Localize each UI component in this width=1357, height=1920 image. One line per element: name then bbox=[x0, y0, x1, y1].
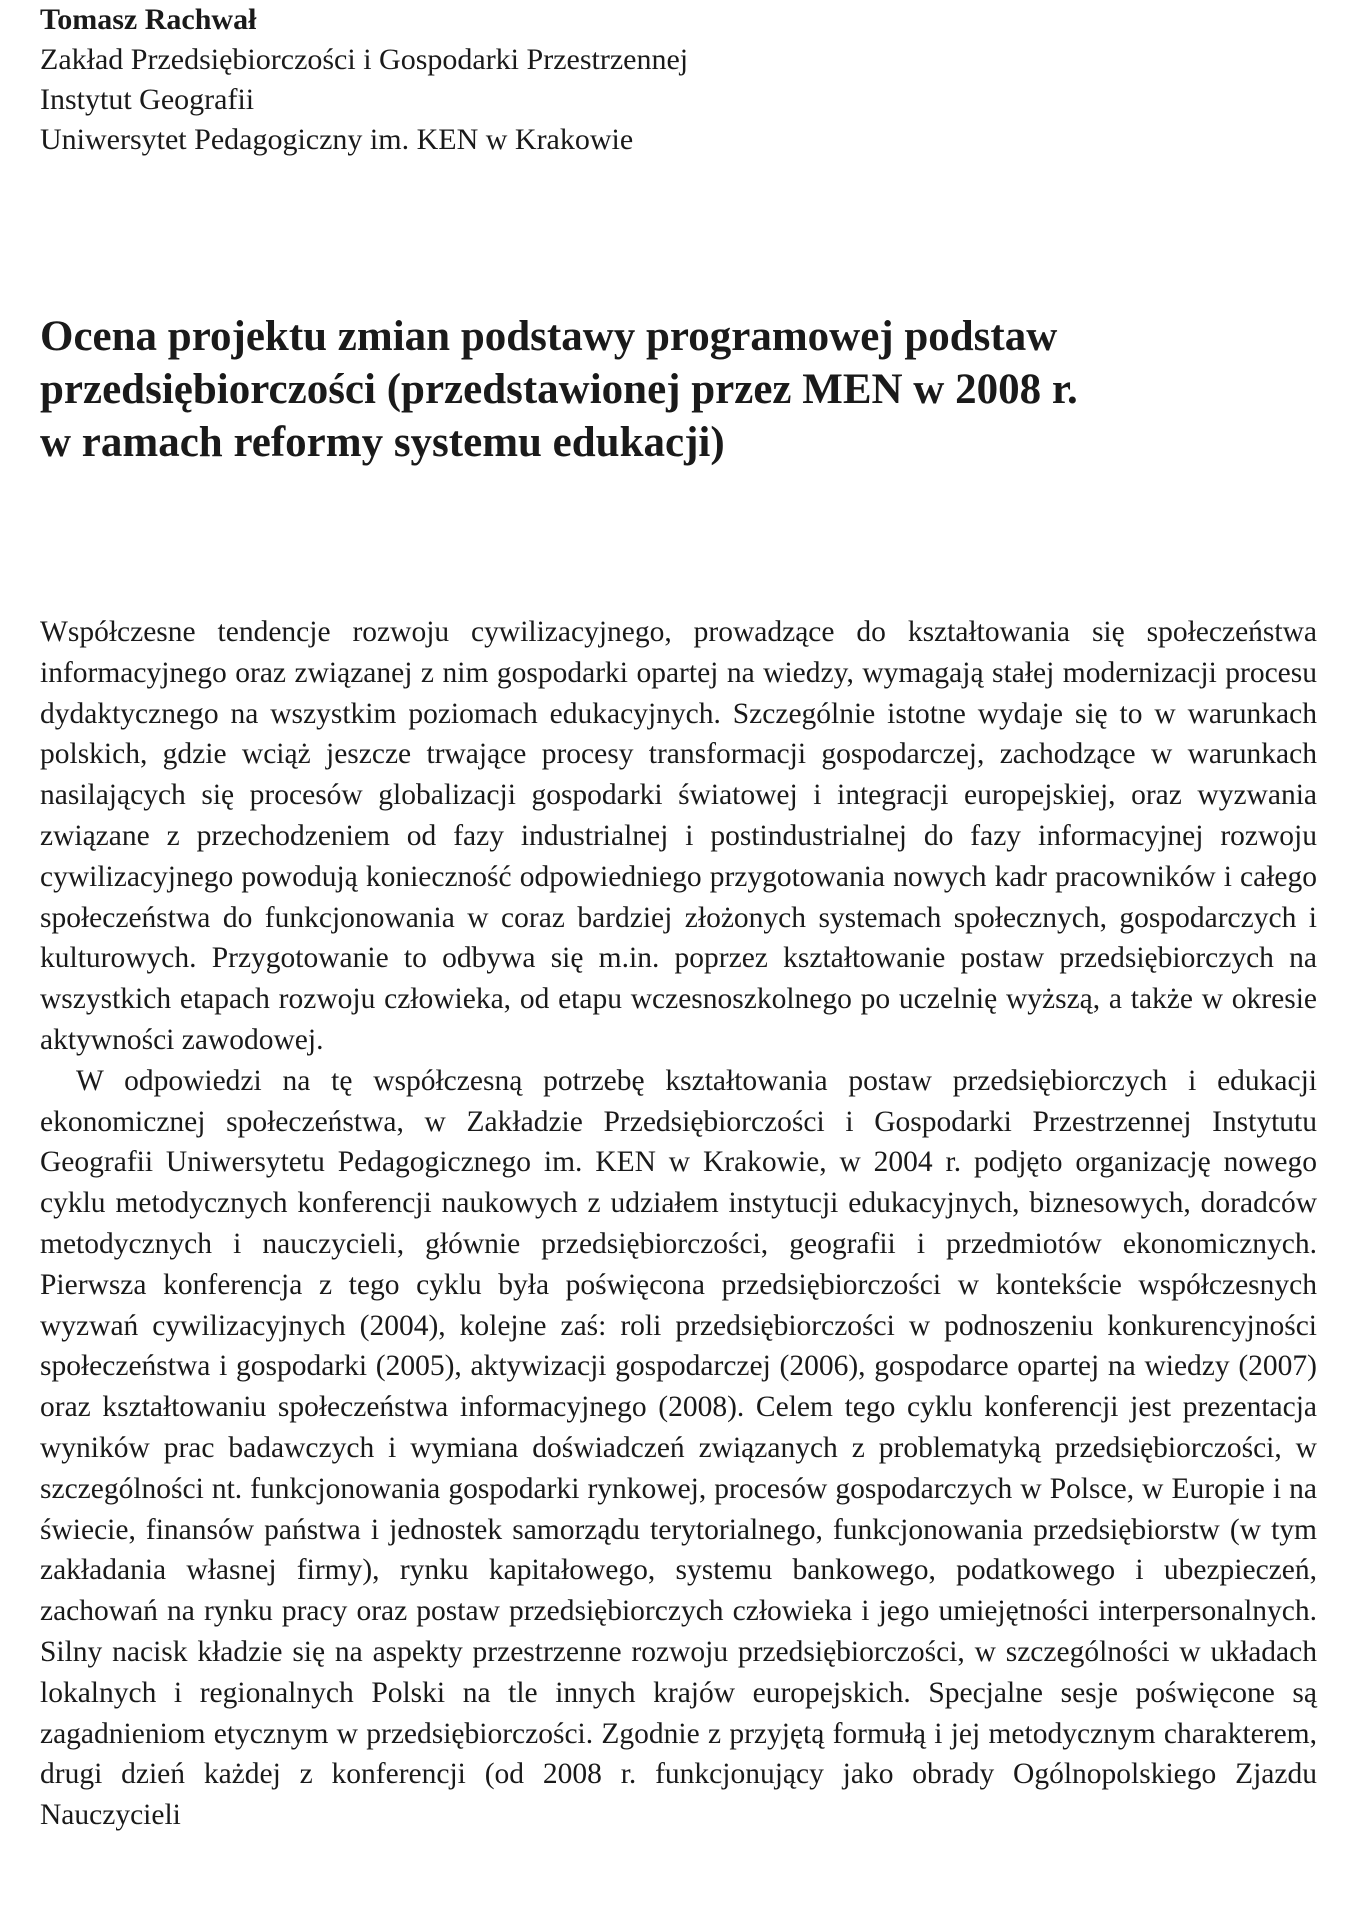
author-name: Tomasz Rachwał bbox=[40, 3, 257, 36]
department-name: Zakład Przedsiębiorczości i Gospodarki Przestrzennej bbox=[40, 43, 689, 76]
title-line-2: przedsiębiorczości (przedstawionej przez MEN w 2008 r. bbox=[40, 366, 1078, 413]
institute-name: Instytut Geografii bbox=[40, 83, 255, 116]
body-paragraph-2: W odpowiedzi na tę współczesną potrzebę kształtowania postaw przedsiębiorczych i edukacji ekonomicznej społeczeństwa, w Zakładzie Przedsiębiorczości i Gospodarki Przestrzennej Instytutu Geografii Uniwersytetu Pedagogicznego im. KEN w Krakowie, w 2004 r. podjęto organizację nowego cyklu metodycznych konferencji naukowych z udziałem instytucji edukacyjnych, biznesowych, doradców metodycznych i nauczycieli, głównie przedsiębiorczości, geografii i przedmiotów ekonomicznych. Pierwsza konferencja z tego cyklu była poświęcona przedsiębiorczości w kontekście współczesnych wyzwań cywilizacyjnych (2004), kolejne zaś: roli przedsiębiorczości w podnoszeniu konkurencyjności społeczeństwa i gospodarki (2005), aktywizacji gospodarczej (2006), gospodarce opartej na wiedzy (2007) oraz kształtowaniu społeczeństwa informacyjnego (2008). Celem tego cyklu konferencji jest prezentacja wyników prac badawczych i wymiana doświadczeń związanych z problematyką przedsiębiorczości, w szczególności nt. funkcjonowania gospodarki rynkowej, procesów gospodarczych w Polsce, w Europie i na świecie, finansów państwa i jednostek samorządu terytorialnego, funkcjonowania przedsiębiorstw (w tym zakładania własnej firmy), rynku kapitałowego, systemu bankowego, podatkowego i ubezpieczeń, zachowań na rynku pracy oraz postaw przedsiębiorczych człowieka i jego umiejętności interpersonalnych. Silny nacisk kładzie się na aspekty przestrzenne rozwoju przedsiębiorczości, w szczególności w układach lokalnych i regionalnych Polski na tle innych krajów europejskich. Specjalne sesje poświęcone są zagadnieniom etycznym w przedsiębiorczości. Zgodnie z przyjętą formułą i jej metodycznym charakterem, drugi dzień każdej z konferencji (od 2008 r. funkcjonujący jako obrady Ogólnopolskiego Zjazdu Nauczycieli bbox=[40, 1064, 1317, 1832]
university-name: Uniwersytet Pedagogiczny im. KEN w Krakowie bbox=[40, 123, 634, 156]
title-line-3: w ramach reformy systemu edukacji) bbox=[40, 419, 725, 466]
body-paragraph-1: Współczesne tendencje rozwoju cywilizacyjnego, prowadzące do kształtowania się społeczeństwa informacyjnego oraz związanej z nim gospodarki opartej na wiedzy, wymagają stałej modernizacji procesu dydaktycznego na wszystkim poziomach edukacyjnych. Szczególnie istotne wydaje się to w warunkach polskich, gdzie wciąż jeszcze trwające procesy transformacji gospodarczej, zachodzące w warunkach nasilających się procesów globalizacji gospodarki światowej i integracji europejskiej, oraz wyzwania związane z przechodzeniem od fazy industrialnej i postindustrialnej do fazy informacyjnej rozwoju cywilizacyjnego powodują konieczność odpowiedniego przygotowania nowych kadr pracowników i całego społeczeństwa do funkcjonowania w coraz bardziej złożonych systemach społecznych, gospodarczych i kulturowych. Przygotowanie to odbywa się m.in. poprzez kształtowanie postaw przedsiębiorczych na wszystkich etapach rozwoju człowieka, od etapu wczesnoszkolnego po uczelnię wyższą, a także w okresie aktywności zawodowej. bbox=[40, 616, 1317, 1056]
article-body bbox=[40, 612, 1317, 1836]
article-title bbox=[40, 310, 1078, 469]
author-affiliation bbox=[40, 0, 688, 160]
title-line-1: Ocena projektu zmian podstawy programowej podstaw bbox=[40, 313, 1058, 360]
